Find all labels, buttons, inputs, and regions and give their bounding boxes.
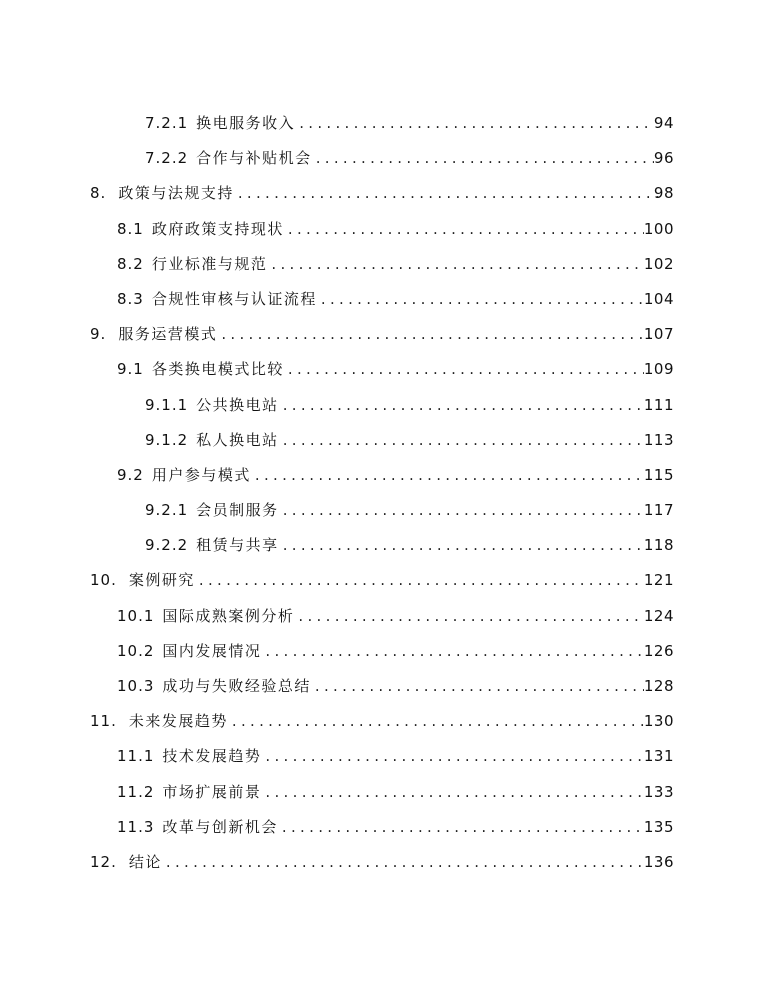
toc-title: 国际成熟案例分析 xyxy=(162,606,295,625)
toc-page-number: 98 xyxy=(653,184,674,203)
dot-leader xyxy=(195,563,644,598)
toc-page-number: 135 xyxy=(643,817,674,836)
toc-number: 10.1 xyxy=(117,606,155,625)
toc-number: 7.2.1 xyxy=(145,114,189,132)
toc-number: 9.1.2 xyxy=(145,430,189,449)
toc-page-number: 96 xyxy=(653,149,674,168)
toc-number: 10.3 xyxy=(117,677,155,695)
toc-number: 11.2 xyxy=(117,782,155,801)
dot-leader xyxy=(228,704,650,739)
dot-leader xyxy=(261,634,643,669)
toc-number: 9.1.1 xyxy=(145,395,189,414)
toc-title: 服务运营模式 xyxy=(118,325,218,344)
toc-entry-10-3[interactable] xyxy=(0,669,765,704)
toc-entry-10[interactable] xyxy=(0,563,765,598)
toc-title: 合作与补贴机会 xyxy=(196,149,312,168)
table-of-contents xyxy=(0,106,765,880)
toc-number: 10. xyxy=(90,571,117,590)
toc-title: 租赁与共享 xyxy=(196,536,279,555)
toc-entry-9-2[interactable] xyxy=(0,458,765,493)
dot-leader xyxy=(261,775,643,810)
dot-leader xyxy=(317,282,644,317)
toc-number: 8. xyxy=(90,184,107,203)
toc-page-number: 113 xyxy=(643,430,674,449)
dot-leader xyxy=(217,317,650,352)
toc-number: 11.1 xyxy=(117,747,155,766)
toc-number: 11.3 xyxy=(117,817,155,836)
toc-number: 10.2 xyxy=(117,641,155,660)
toc-entry-12[interactable] xyxy=(0,845,765,880)
toc-entry-10-2[interactable] xyxy=(0,634,765,669)
toc-entry-9-1-1[interactable] xyxy=(0,388,765,423)
toc-entry-7-2-1[interactable] xyxy=(0,106,765,141)
toc-entry-8-1[interactable] xyxy=(0,212,765,247)
dot-leader xyxy=(279,423,644,458)
toc-title: 会员制服务 xyxy=(196,501,279,520)
toc-page-number: 104 xyxy=(643,289,674,308)
toc-page-number: 109 xyxy=(643,360,674,379)
toc-page-number: 121 xyxy=(643,571,674,590)
toc-entry-8-2[interactable] xyxy=(0,247,765,282)
dot-leader xyxy=(294,599,643,634)
toc-entry-9[interactable] xyxy=(0,317,765,352)
toc-page-number: 130 xyxy=(643,712,674,731)
dot-leader xyxy=(311,669,644,704)
toc-entry-9-2-1[interactable] xyxy=(0,493,765,528)
toc-page-number: 133 xyxy=(643,782,674,801)
toc-page-number: 107 xyxy=(643,325,674,344)
toc-title: 合规性审核与认证流程 xyxy=(151,289,317,308)
dot-leader xyxy=(278,810,644,845)
toc-page-number: 128 xyxy=(643,677,674,695)
toc-number: 12. xyxy=(90,852,117,871)
toc-title: 公共换电站 xyxy=(196,395,279,414)
toc-number: 11. xyxy=(90,712,117,731)
toc-page-number: 124 xyxy=(643,606,674,625)
toc-number: 8.3 xyxy=(117,289,144,308)
toc-page-number: 117 xyxy=(643,501,674,520)
toc-title: 换电服务收入 xyxy=(196,114,296,132)
dot-leader xyxy=(162,845,644,880)
dot-leader xyxy=(279,388,644,423)
toc-entry-9-1[interactable] xyxy=(0,352,765,387)
dot-leader xyxy=(261,739,643,774)
toc-page-number: 118 xyxy=(643,536,674,555)
toc-page-number: 111 xyxy=(643,395,674,414)
dot-leader xyxy=(284,212,644,247)
toc-entry-10-1[interactable] xyxy=(0,599,765,634)
toc-entry-8-3[interactable] xyxy=(0,282,765,317)
dot-leader xyxy=(251,458,644,493)
toc-page-number: 126 xyxy=(643,641,674,660)
toc-entry-7-2-2[interactable] xyxy=(0,141,765,176)
toc-number: 9.2.2 xyxy=(145,536,189,555)
toc-page-number: 102 xyxy=(643,254,674,273)
toc-page-number: 136 xyxy=(643,852,674,871)
toc-title: 国内发展情况 xyxy=(162,641,262,660)
toc-entry-11-1[interactable] xyxy=(0,739,765,774)
dot-leader xyxy=(312,141,654,176)
toc-number: 9.2.1 xyxy=(145,501,189,520)
toc-entry-9-1-2[interactable] xyxy=(0,423,765,458)
toc-title: 未来发展趋势 xyxy=(128,712,228,731)
toc-title: 政策与法规支持 xyxy=(118,184,234,203)
toc-title: 私人换电站 xyxy=(196,430,279,449)
toc-title: 市场扩展前景 xyxy=(162,782,262,801)
toc-number: 9.2 xyxy=(117,465,144,484)
toc-title: 改革与创新机会 xyxy=(162,817,278,836)
toc-page-number: 115 xyxy=(643,465,674,484)
toc-title: 政府政策支持现状 xyxy=(151,219,284,238)
toc-page-number: 131 xyxy=(643,747,674,766)
toc-entry-11-2[interactable] xyxy=(0,775,765,810)
toc-entry-11-3[interactable] xyxy=(0,810,765,845)
toc-title: 各类换电模式比较 xyxy=(151,360,284,379)
toc-page-number: 94 xyxy=(653,114,674,132)
toc-title: 结论 xyxy=(128,852,162,871)
dot-leader xyxy=(295,106,654,141)
toc-title: 案例研究 xyxy=(128,571,195,590)
dot-leader xyxy=(279,493,644,528)
toc-title: 技术发展趋势 xyxy=(162,747,262,766)
toc-number: 8.2 xyxy=(117,254,144,273)
dot-leader xyxy=(234,176,660,211)
dot-leader xyxy=(284,352,644,387)
toc-number: 9.1 xyxy=(117,360,144,379)
toc-title: 成功与失败经验总结 xyxy=(162,677,311,695)
toc-entry-8[interactable] xyxy=(0,176,765,211)
toc-number: 7.2.2 xyxy=(145,149,189,168)
toc-entry-11[interactable] xyxy=(0,704,765,739)
dot-leader xyxy=(279,528,644,563)
toc-number: 8.1 xyxy=(117,219,144,238)
toc-title: 用户参与模式 xyxy=(151,465,251,484)
toc-title: 行业标准与规范 xyxy=(151,254,268,273)
toc-entry-9-2-2[interactable] xyxy=(0,528,765,563)
dot-leader xyxy=(267,247,643,282)
toc-number: 9. xyxy=(90,325,107,344)
toc-page-number: 100 xyxy=(643,219,674,238)
